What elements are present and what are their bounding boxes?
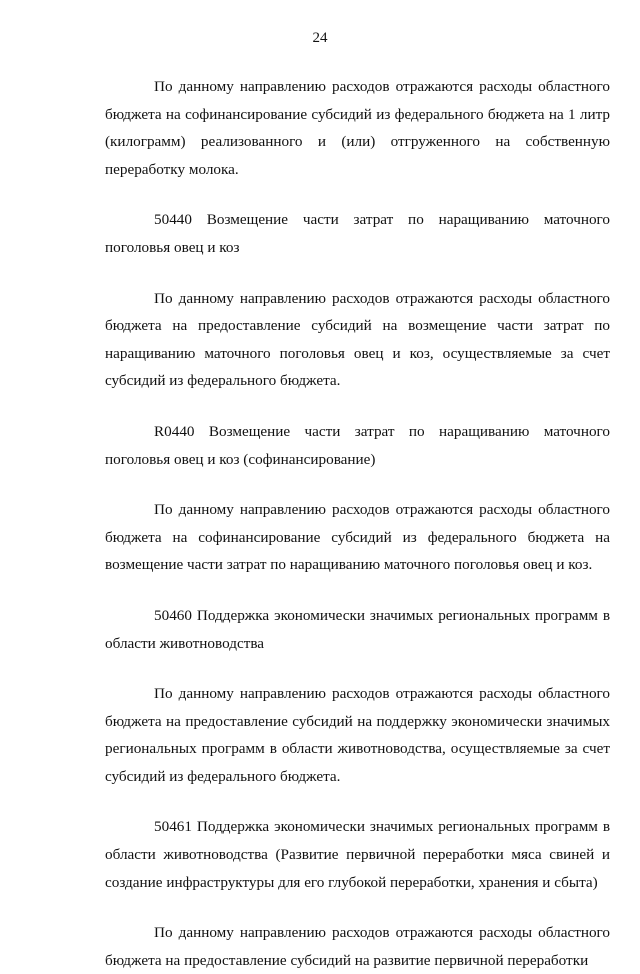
- section-heading: 50460 Поддержка экономически значимых региональных программ в области животноводства: [105, 606, 610, 652]
- section-heading: 50440 Возмещение части затрат по наращиванию маточного поголовья овец и коз: [105, 211, 610, 256]
- page-number: 24: [312, 30, 328, 46]
- body-paragraph: По данному направлению расходов отражаются расходы областного бюджета на софинансирование субсидий из федерального бюджета на 1 литр (килограмм) реализованного и (или) отгруженного на собственную переработку молока.: [105, 78, 610, 178]
- body-paragraph: По данному направлению расходов отражаются расходы областного бюджета на предоставление субсидий на возмещение части затрат по наращиванию маточного поголовья овец и коз, осуществляемые за счет субсидий из федерального бюджета.: [105, 289, 610, 390]
- section-heading: R0440 Возмещение части затрат по наращиванию маточного поголовья овец и коз (софинансирование): [105, 422, 610, 468]
- body-paragraph: По данному направлению расходов отражаются расходы областного бюджета на предоставление субсидий на поддержку экономически значимых региональных программ в области животноводства, осуществляемые за счет субсидий из федерального бюджета.: [105, 685, 610, 785]
- body-paragraph: По данному направлению расходов отражаются расходы областного бюджета на софинансирование субсидий из федерального бюджета на возмещение части затрат по наращиванию маточного поголовья овец и коз.: [105, 501, 610, 574]
- section-heading: 50461 Поддержка экономически значимых региональных программ в области животноводства (Развитие первичной переработки мяса свиней и создание инфраструктуры для его глубокой переработки, хранения и сбыта): [105, 818, 610, 891]
- body-paragraph: По данному направлению расходов отражаются расходы областного бюджета на предоставление субсидий на развитие первичной переработки: [105, 924, 610, 969]
- document-body: [105, 73, 610, 974]
